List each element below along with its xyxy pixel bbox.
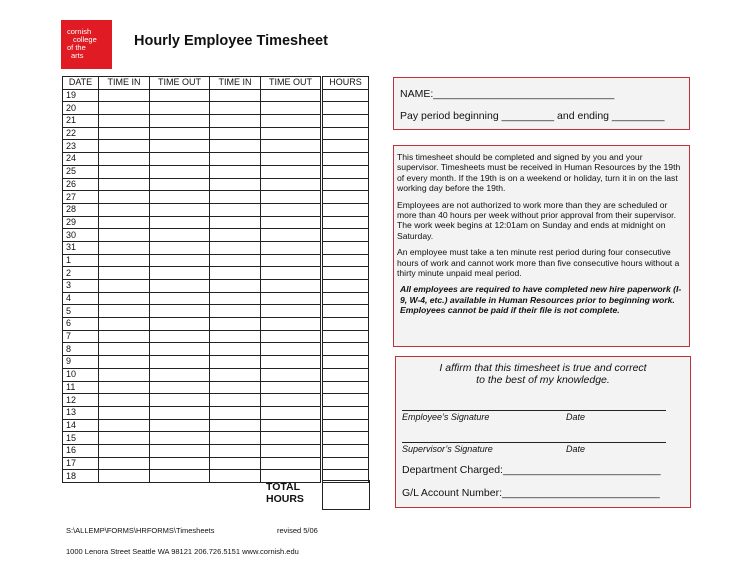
time-out-2-cell[interactable]: [261, 368, 321, 381]
time-out-cell[interactable]: [150, 394, 210, 407]
time-out-cell[interactable]: [150, 330, 210, 343]
table-row: [63, 280, 369, 293]
date-cell: 12: [63, 394, 99, 407]
hours-cell[interactable]: [323, 318, 369, 331]
date-cell: 18: [63, 470, 99, 483]
table-header-row: [63, 77, 369, 90]
table-row: [63, 432, 369, 445]
timesheet-body: [63, 89, 369, 482]
table-row: [63, 267, 369, 280]
table-row: [63, 102, 369, 115]
date-cell: 2: [63, 267, 99, 280]
col-header-hours: HOURS: [323, 77, 369, 90]
date-cell: 31: [63, 241, 99, 254]
time-in-2-cell[interactable]: [210, 254, 261, 267]
time-out-cell[interactable]: [150, 356, 210, 369]
time-in-cell[interactable]: [99, 267, 150, 280]
hours-cell[interactable]: [323, 419, 369, 432]
time-out-2-cell[interactable]: [261, 432, 321, 445]
hours-cell[interactable]: [323, 191, 369, 204]
logo-line: cornish: [67, 27, 92, 36]
time-out-2-cell[interactable]: [261, 254, 321, 267]
time-out-cell[interactable]: [150, 241, 210, 254]
table-row: [63, 191, 369, 204]
instruction-paragraph: An employee must take a ten minute rest period during four consecutive hours of work and cannot work more than five consecutive hours without a thirty minute unpaid meal period.: [397, 247, 680, 279]
time-out-2-cell[interactable]: [261, 178, 321, 191]
time-in-2-cell[interactable]: [210, 318, 261, 331]
table-row: [63, 254, 369, 267]
time-out-2-cell[interactable]: [261, 216, 321, 229]
table-row: [63, 165, 369, 178]
date-cell: 17: [63, 457, 99, 470]
table-row: [63, 457, 369, 470]
time-in-2-cell[interactable]: [210, 356, 261, 369]
total-label-line: HOURS: [266, 493, 304, 505]
date-cell: 23: [63, 140, 99, 153]
time-in-2-cell[interactable]: [210, 280, 261, 293]
footer-address: 1000 Lenora Street Seattle WA 98121 206.726.5151 www.cornish.edu: [66, 547, 299, 556]
time-out-2-cell[interactable]: [261, 203, 321, 216]
table-row: [63, 394, 369, 407]
time-out-2-cell[interactable]: [261, 318, 321, 331]
time-in-2-cell[interactable]: [210, 419, 261, 432]
time-out-2-cell[interactable]: [261, 280, 321, 293]
instruction-paragraph: Employees are not authorized to work more than they are scheduled or more than 40 hours per week without prior approval from their supervisor. The work week begins at 12:01am on Sunday and ends at midnight on Saturday.: [397, 199, 676, 241]
time-out-2-cell[interactable]: [261, 89, 321, 102]
date-cell: 1: [63, 254, 99, 267]
time-out-2-cell[interactable]: [261, 292, 321, 305]
total-hours-label: [266, 481, 304, 505]
time-in-cell[interactable]: [99, 432, 150, 445]
time-out-cell[interactable]: [150, 254, 210, 267]
supervisor-signature-label: Supervisor’s Signature: [402, 444, 493, 454]
date-cell: 20: [63, 102, 99, 115]
time-in-cell[interactable]: [99, 318, 150, 331]
table-row: [63, 203, 369, 216]
date-cell: 6: [63, 318, 99, 331]
time-in-2-cell[interactable]: [210, 330, 261, 343]
hours-cell[interactable]: [323, 381, 369, 394]
time-out-2-cell[interactable]: [261, 394, 321, 407]
hours-cell[interactable]: [323, 457, 369, 470]
time-out-cell[interactable]: [150, 203, 210, 216]
hours-cell[interactable]: [323, 165, 369, 178]
affirm-line: I affirm that this timesheet is true and correct: [439, 362, 647, 374]
total-label-line: TOTAL: [266, 481, 301, 493]
time-out-2-cell[interactable]: [261, 343, 321, 356]
time-in-2-cell[interactable]: [210, 343, 261, 356]
hours-cell[interactable]: [323, 229, 369, 242]
time-out-cell[interactable]: [150, 102, 210, 115]
time-in-2-cell[interactable]: [210, 127, 261, 140]
logo-line: arts: [71, 51, 84, 60]
instruction-paragraph-bold: All employees are required to have completed new hire paperwork (I-9, W-4, etc.) available in Human Resources prior to beginning work. Employees cannot be paid if their file is not complete.: [400, 284, 682, 316]
cornish-logo: [61, 20, 112, 69]
date-cell: 15: [63, 432, 99, 445]
date-cell: 28: [63, 203, 99, 216]
time-in-2-cell[interactable]: [210, 381, 261, 394]
date-cell: 11: [63, 381, 99, 394]
time-out-2-cell[interactable]: [261, 191, 321, 204]
time-in-2-cell[interactable]: [210, 229, 261, 242]
time-out-2-cell[interactable]: [261, 267, 321, 280]
table-row: [63, 318, 369, 331]
date-cell: 21: [63, 115, 99, 128]
time-out-2-cell[interactable]: [261, 115, 321, 128]
date-cell: 30: [63, 229, 99, 242]
time-in-cell[interactable]: [99, 470, 150, 483]
time-in-cell[interactable]: [99, 153, 150, 166]
table-row: [63, 356, 369, 369]
table-row: [63, 89, 369, 102]
time-in-cell[interactable]: [99, 444, 150, 457]
time-in-2-cell[interactable]: [210, 470, 261, 483]
time-out-cell[interactable]: [150, 470, 210, 483]
time-in-cell[interactable]: [99, 102, 150, 115]
time-in-cell[interactable]: [99, 127, 150, 140]
time-in-cell[interactable]: [99, 89, 150, 102]
time-out-2-cell[interactable]: [261, 381, 321, 394]
time-out-2-cell[interactable]: [261, 241, 321, 254]
hours-cell[interactable]: [323, 356, 369, 369]
time-out-cell[interactable]: [150, 216, 210, 229]
time-out-cell[interactable]: [150, 406, 210, 419]
time-out-2-cell[interactable]: [261, 305, 321, 318]
table-row: [63, 127, 369, 140]
hours-cell[interactable]: [323, 432, 369, 445]
time-in-2-cell[interactable]: [210, 457, 261, 470]
table-row: [63, 305, 369, 318]
table-row: [63, 178, 369, 191]
employee-signature-label: Employee’s Signature: [402, 412, 490, 422]
employee-info-box: [393, 77, 690, 130]
hours-cell[interactable]: [323, 115, 369, 128]
time-out-cell[interactable]: [150, 343, 210, 356]
time-in-cell[interactable]: [99, 203, 150, 216]
date-cell: 24: [63, 153, 99, 166]
pay-period-field[interactable]: Pay period beginning _________ and ending _________: [400, 110, 665, 122]
hours-cell[interactable]: [323, 102, 369, 115]
time-out-cell[interactable]: [150, 419, 210, 432]
table-row: [63, 444, 369, 457]
table-row: [63, 140, 369, 153]
time-in-2-cell[interactable]: [210, 140, 261, 153]
department-charged-field[interactable]: Department Charged:___________________________: [402, 464, 661, 476]
employee-signature-line[interactable]: [402, 410, 666, 411]
time-out-cell[interactable]: [150, 229, 210, 242]
time-in-cell[interactable]: [99, 115, 150, 128]
time-in-2-cell[interactable]: [210, 432, 261, 445]
time-in-2-cell[interactable]: [210, 178, 261, 191]
time-out-cell[interactable]: [150, 140, 210, 153]
time-in-cell[interactable]: [99, 343, 150, 356]
time-in-2-cell[interactable]: [210, 292, 261, 305]
time-out-2-cell[interactable]: [261, 330, 321, 343]
hours-cell[interactable]: [323, 343, 369, 356]
table-row: [63, 406, 369, 419]
gl-account-field[interactable]: G/L Account Number:___________________________: [402, 487, 660, 499]
time-in-2-cell[interactable]: [210, 241, 261, 254]
hours-cell[interactable]: [323, 444, 369, 457]
time-out-2-cell[interactable]: [261, 356, 321, 369]
date-cell: 5: [63, 305, 99, 318]
supervisor-date-label: Date: [566, 444, 586, 454]
time-out-2-cell[interactable]: [261, 165, 321, 178]
table-row: [63, 368, 369, 381]
timesheet-table: [62, 76, 369, 483]
time-in-2-cell[interactable]: [210, 165, 261, 178]
time-out-2-cell[interactable]: [261, 102, 321, 115]
logo-line: of the: [67, 43, 86, 52]
time-in-2-cell[interactable]: [210, 444, 261, 457]
time-in-cell[interactable]: [99, 305, 150, 318]
date-cell: 14: [63, 419, 99, 432]
time-out-cell[interactable]: [150, 381, 210, 394]
time-out-cell[interactable]: [150, 178, 210, 191]
time-in-cell[interactable]: [99, 330, 150, 343]
date-cell: 7: [63, 330, 99, 343]
footer-revised: revised 5/06: [277, 526, 318, 535]
date-cell: 13: [63, 406, 99, 419]
time-in-2-cell[interactable]: [210, 115, 261, 128]
table-row: [63, 343, 369, 356]
time-in-cell[interactable]: [99, 140, 150, 153]
supervisor-signature-line[interactable]: [402, 442, 666, 443]
hours-cell[interactable]: [323, 280, 369, 293]
time-in-cell[interactable]: [99, 457, 150, 470]
date-cell: 16: [63, 444, 99, 457]
time-in-2-cell[interactable]: [210, 267, 261, 280]
table-row: [63, 115, 369, 128]
col-header-time-in-2: TIME IN: [210, 77, 261, 90]
time-out-2-cell[interactable]: [261, 406, 321, 419]
date-cell: 8: [63, 343, 99, 356]
time-in-cell[interactable]: [99, 394, 150, 407]
time-in-cell[interactable]: [99, 292, 150, 305]
time-out-cell[interactable]: [150, 444, 210, 457]
table-row: [63, 216, 369, 229]
time-out-cell[interactable]: [150, 368, 210, 381]
time-out-cell[interactable]: [150, 153, 210, 166]
time-in-cell[interactable]: [99, 406, 150, 419]
hours-cell[interactable]: [323, 127, 369, 140]
time-out-2-cell[interactable]: [261, 153, 321, 166]
col-header-time-in: TIME IN: [99, 77, 150, 90]
time-in-2-cell[interactable]: [210, 216, 261, 229]
total-hours-field[interactable]: [322, 480, 370, 510]
time-out-cell[interactable]: [150, 280, 210, 293]
time-in-2-cell[interactable]: [210, 153, 261, 166]
time-out-2-cell[interactable]: [261, 444, 321, 457]
page-title: Hourly Employee Timesheet: [134, 33, 328, 49]
time-in-cell[interactable]: [99, 356, 150, 369]
hours-cell[interactable]: [323, 89, 369, 102]
instruction-paragraph: This timesheet should be completed and signed by you and your supervisor. Timesheets must be received in Human Resources by the 19th of every month. If the 19th is on a weekend or holiday, turn it in on the last working day before the 19th.: [397, 152, 681, 194]
hours-cell[interactable]: [323, 292, 369, 305]
hours-cell[interactable]: [323, 368, 369, 381]
time-out-cell[interactable]: [150, 305, 210, 318]
hours-cell[interactable]: [323, 330, 369, 343]
time-out-cell[interactable]: [150, 191, 210, 204]
time-out-cell[interactable]: [150, 318, 210, 331]
time-in-2-cell[interactable]: [210, 394, 261, 407]
table-row: [63, 153, 369, 166]
time-in-cell[interactable]: [99, 216, 150, 229]
hours-cell[interactable]: [323, 140, 369, 153]
time-in-cell[interactable]: [99, 381, 150, 394]
time-in-cell[interactable]: [99, 368, 150, 381]
time-out-cell[interactable]: [150, 89, 210, 102]
time-out-2-cell[interactable]: [261, 229, 321, 242]
col-header-date: DATE: [63, 77, 99, 90]
hours-cell[interactable]: [323, 203, 369, 216]
time-in-2-cell[interactable]: [210, 305, 261, 318]
time-in-2-cell[interactable]: [210, 368, 261, 381]
time-out-cell[interactable]: [150, 165, 210, 178]
name-field[interactable]: NAME:_______________________________: [400, 88, 615, 100]
affirmation-box: [395, 356, 691, 508]
hours-cell[interactable]: [323, 305, 369, 318]
time-out-cell[interactable]: [150, 127, 210, 140]
table-row: [63, 330, 369, 343]
time-in-cell[interactable]: [99, 280, 150, 293]
time-in-cell[interactable]: [99, 241, 150, 254]
date-cell: 29: [63, 216, 99, 229]
table-row: [63, 241, 369, 254]
instructions-box: [393, 145, 690, 347]
date-cell: 22: [63, 127, 99, 140]
time-in-cell[interactable]: [99, 191, 150, 204]
time-out-cell[interactable]: [150, 115, 210, 128]
affirm-line: to the best of my knowledge.: [476, 374, 610, 386]
table-row: [63, 419, 369, 432]
date-cell: 10: [63, 368, 99, 381]
date-cell: 25: [63, 165, 99, 178]
time-in-2-cell[interactable]: [210, 89, 261, 102]
time-in-2-cell[interactable]: [210, 102, 261, 115]
col-header-time-out-2: TIME OUT: [261, 77, 321, 90]
time-out-2-cell[interactable]: [261, 457, 321, 470]
date-cell: 9: [63, 356, 99, 369]
hours-cell[interactable]: [323, 267, 369, 280]
time-in-2-cell[interactable]: [210, 406, 261, 419]
time-out-cell[interactable]: [150, 292, 210, 305]
date-cell: 19: [63, 89, 99, 102]
time-in-cell[interactable]: [99, 254, 150, 267]
logo-line: college: [73, 35, 97, 44]
time-out-cell[interactable]: [150, 432, 210, 445]
table-row: [63, 292, 369, 305]
time-in-cell[interactable]: [99, 229, 150, 242]
time-out-2-cell[interactable]: [261, 127, 321, 140]
time-out-2-cell[interactable]: [261, 419, 321, 432]
date-cell: 3: [63, 280, 99, 293]
date-cell: 4: [63, 292, 99, 305]
time-in-cell[interactable]: [99, 178, 150, 191]
time-out-2-cell[interactable]: [261, 140, 321, 153]
affirm-text: [396, 362, 690, 386]
time-in-2-cell[interactable]: [210, 191, 261, 204]
time-in-cell[interactable]: [99, 419, 150, 432]
table-row: [63, 229, 369, 242]
hours-cell[interactable]: [323, 178, 369, 191]
hours-cell[interactable]: [323, 216, 369, 229]
time-out-cell[interactable]: [150, 267, 210, 280]
hours-cell[interactable]: [323, 254, 369, 267]
hours-cell[interactable]: [323, 406, 369, 419]
date-cell: 26: [63, 178, 99, 191]
hours-cell[interactable]: [323, 241, 369, 254]
time-in-cell[interactable]: [99, 165, 150, 178]
hours-cell[interactable]: [323, 153, 369, 166]
time-in-2-cell[interactable]: [210, 203, 261, 216]
date-cell: 27: [63, 191, 99, 204]
footer-file-path: S:\ALLEMP\FORMS\HRFORMS\Timesheets: [66, 526, 215, 535]
hours-cell[interactable]: [323, 394, 369, 407]
table-row: [63, 381, 369, 394]
col-header-time-out: TIME OUT: [150, 77, 210, 90]
time-out-cell[interactable]: [150, 457, 210, 470]
employee-date-label: Date: [566, 412, 586, 422]
